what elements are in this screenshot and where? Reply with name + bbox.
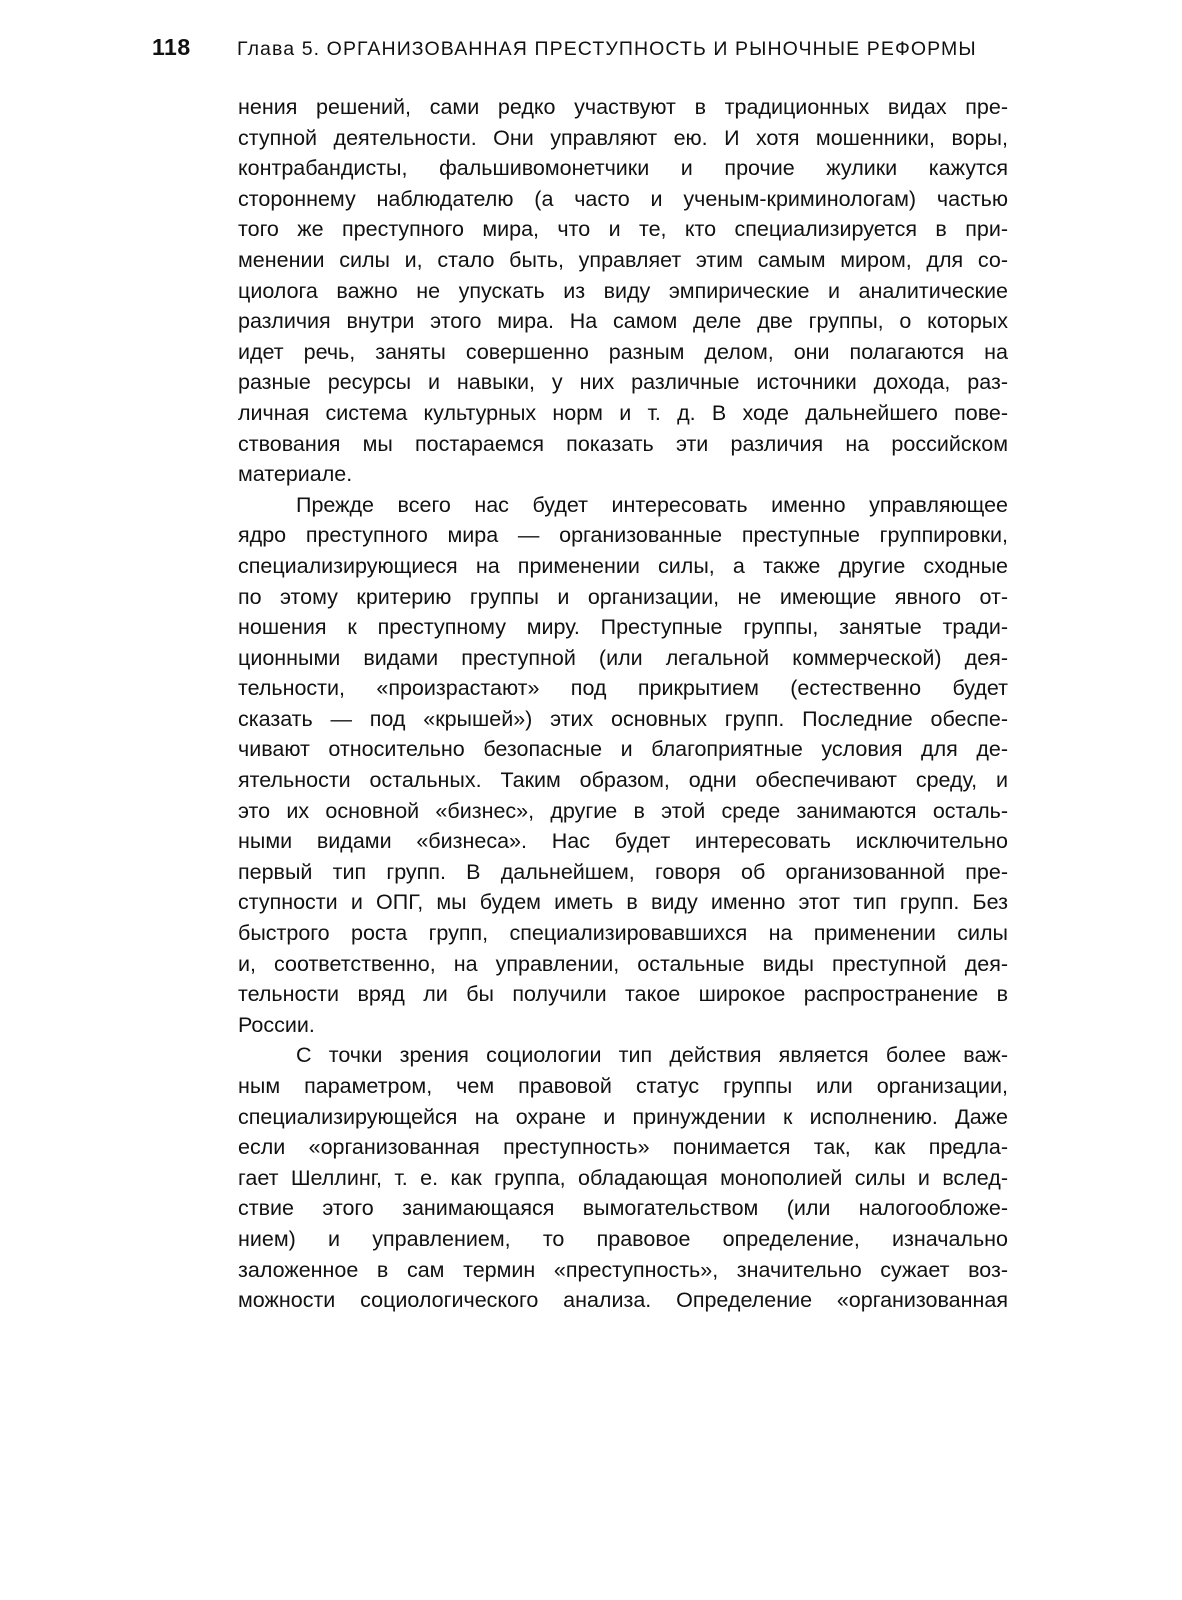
text-line: ступности и ОПГ, мы будем иметь в виду именно этот тип групп. Без [238,890,1008,915]
text-line: ствие этого занимающаяся вымогательством (или налогообложе- [238,1196,1008,1221]
text-line: ными видами «бизнеса». Нас будет интересовать исключительно [238,829,1008,854]
text-line: различия внутри этого мира. На самом деле две группы, о которых [238,309,1008,334]
text-line: нения решений, сами редко участвуют в традиционных видах пре- [238,95,1008,119]
text-line: циолога важно не упускать из виду эмпирические и аналитические [238,278,1008,303]
paragraph-first-line: С точки зрения социологии тип действия является более важ- [296,1043,1008,1068]
text-line: ятельности остальных. Таким образом, одни обеспечивают среду, и [238,768,1008,793]
text-line: ствования мы постараемся показать эти различия на российском [238,431,1008,456]
text-line: и, соответственно, на управлении, остальные виды преступной дея- [238,951,1008,976]
text-line: сказать — под «крышей») этих основных групп. Последние обеспе- [238,706,1008,731]
text-line: идет речь, заняты совершенно разным делом, они полагаются на [238,339,1008,364]
text-line: контрабандисты, фальшивомонетчики и прочие жулики кажутся [238,156,1008,181]
text-line: можности социологического анализа. Определение «организованная [238,1288,1008,1313]
running-header [152,34,1012,64]
text-line: ядро преступного мира — организованные преступные группировки, [238,523,1008,548]
text-line: тельности вряд ли бы получили такое широкое распространение в [238,982,1008,1007]
text-line: первый тип групп. В дальнейшем, говоря об организованной пре- [238,859,1008,884]
body-text [238,92,1008,1316]
text-line: того же преступного мира, что и те, кто специализируется в при- [238,217,1008,242]
text-line: это их основной «бизнес», другие в этой среде занимаются осталь- [238,798,1008,823]
chapter-title: Глава 5. ОРГАНИЗОВАННАЯ ПРЕСТУПНОСТЬ И РЫНОЧНЫЕ РЕФОРМЫ [237,38,977,60]
paragraph-end-line: России. [238,1012,315,1037]
paragraph-first-line: Прежде всего нас будет интересовать именно управляющее [296,492,1008,517]
text-line: ступной деятельности. Они управляют ею. И хотя мошенники, воры, [238,125,1008,150]
text-line: ным параметром, чем правовой статус группы или организации, [238,1074,1008,1098]
text-line: гает Шеллинг, т. е. как группа, обладающая монополией силы и вслед- [238,1165,1008,1190]
text-line: если «организованная преступность» понимается так, как предла- [238,1135,1008,1160]
text-line: разные ресурсы и навыки, у них различные источники дохода, раз- [238,370,1008,395]
text-line: специализирующиеся на применении силы, а также другие сходные [238,553,1008,578]
paragraph-end-line: материале. [238,462,353,487]
text-line: менении силы и, стало быть, управляет этим самым миром, для со- [238,247,1008,272]
text-line: тельности, «произрастают» под прикрытием (естественно будет [238,676,1008,701]
text-line: стороннему наблюдателю (а часто и ученым-криминологам) частью [238,186,1008,211]
page-number: 118 [152,34,191,60]
text-line: личная система культурных норм и т. д. В ходе дальнейшего пове- [238,400,1008,425]
text-line: заложенное в сам термин «преступность», значительно сужает воз- [238,1257,1008,1282]
text-line: специализирующейся на охране и принуждении к исполнению. Даже [238,1104,1008,1129]
text-line: ношения к преступному миру. Преступные группы, занятые тради- [238,615,1008,640]
text-line: по этому критерию группы и организации, не имеющие явного от- [238,584,1008,609]
text-line: чивают относительно безопасные и благоприятные условия для де- [238,737,1008,762]
text-line: ционными видами преступной (или легальной коммерческой) дея- [238,645,1008,670]
text-line: нием) и управлением, то правовое определение, изначально [238,1226,1008,1251]
text-line: быстрого роста групп, специализировавшихся на применении силы [238,921,1008,946]
